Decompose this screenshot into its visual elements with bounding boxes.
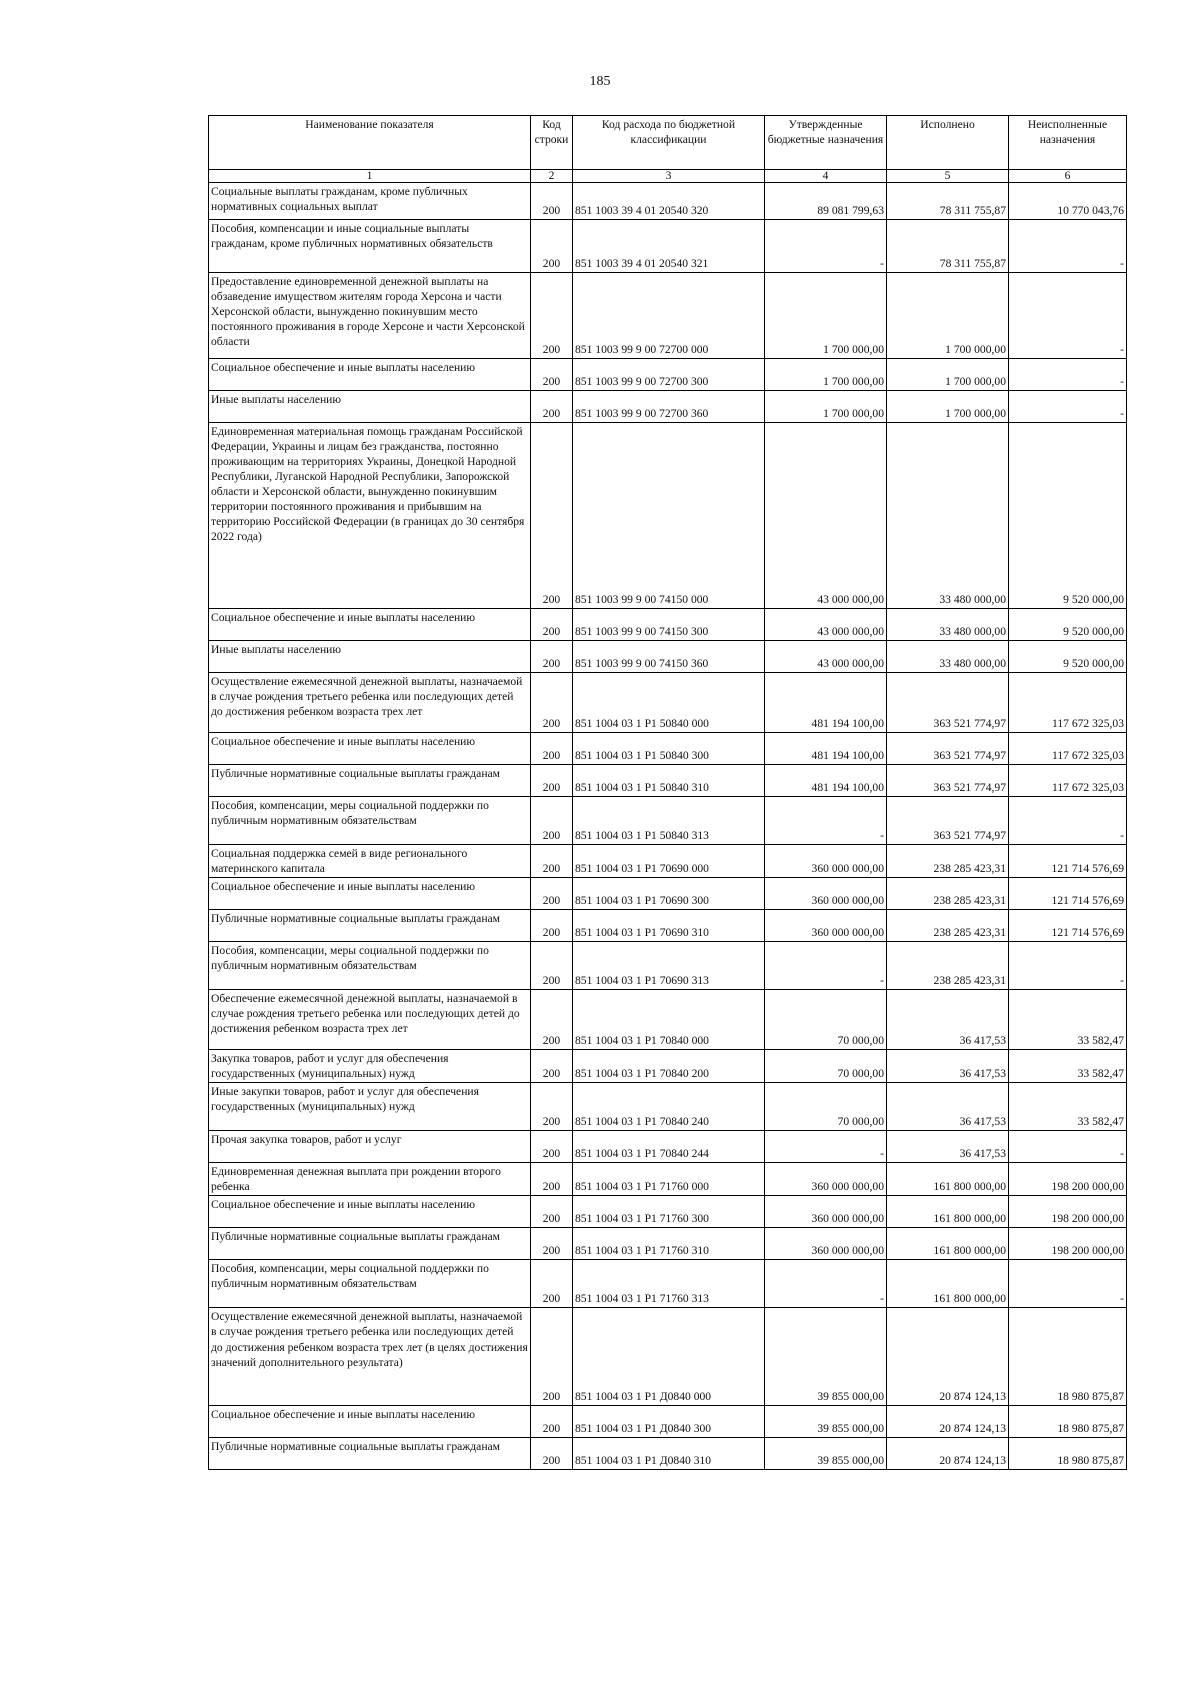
table-row <box>209 609 1127 641</box>
line-code-cell: 200 <box>531 765 573 797</box>
table-row <box>209 641 1127 673</box>
table-row <box>209 942 1127 990</box>
classification-code-cell: 851 1004 03 1 P1 Д0840 310 <box>573 1438 765 1470</box>
unexecuted-amount-cell: - <box>1009 273 1127 359</box>
unexecuted-amount-cell: 9 520 000,00 <box>1009 641 1127 673</box>
line-code-cell: 200 <box>531 1260 573 1308</box>
unexecuted-amount-cell: 198 200 000,00 <box>1009 1196 1127 1228</box>
line-code-cell: 200 <box>531 359 573 391</box>
executed-amount-cell: 20 874 124,13 <box>887 1438 1009 1470</box>
table-row <box>209 765 1127 797</box>
indicator-name-cell: Пособия, компенсации, меры социальной поддержки по публичным нормативным обязательствам <box>209 797 531 845</box>
unexecuted-amount-cell: - <box>1009 391 1127 423</box>
indicator-name-cell: Иные выплаты населению <box>209 391 531 423</box>
classification-code-cell: 851 1004 03 1 P1 70690 310 <box>573 910 765 942</box>
indicator-name-cell: Социальное обеспечение и иные выплаты населению <box>209 733 531 765</box>
column-number: 6 <box>1009 170 1127 183</box>
line-code-cell: 200 <box>531 1228 573 1260</box>
line-code-cell: 200 <box>531 1438 573 1470</box>
line-code-cell: 200 <box>531 910 573 942</box>
indicator-name-cell: Обеспечение ежемесячной денежной выплаты, назначаемой в случае рождения третьего ребенка или последующих детей до достижения ребенком возраста трех лет <box>209 990 531 1050</box>
column-header-line-code: Код строки <box>531 116 573 170</box>
table-row <box>209 1438 1127 1470</box>
unexecuted-amount-cell: - <box>1009 1131 1127 1163</box>
approved-amount-cell: 360 000 000,00 <box>765 1228 887 1260</box>
classification-code-cell: 851 1003 99 9 00 74150 300 <box>573 609 765 641</box>
column-number: 5 <box>887 170 1009 183</box>
classification-code-cell: 851 1004 03 1 P1 50840 000 <box>573 673 765 733</box>
approved-amount-cell: 360 000 000,00 <box>765 1196 887 1228</box>
classification-code-cell: 851 1004 03 1 P1 71760 300 <box>573 1196 765 1228</box>
table-row <box>209 1050 1127 1083</box>
approved-amount-cell: 70 000,00 <box>765 990 887 1050</box>
executed-amount-cell: 238 285 423,31 <box>887 942 1009 990</box>
table-row <box>209 220 1127 273</box>
executed-amount-cell: 36 417,53 <box>887 990 1009 1050</box>
executed-amount-cell: 238 285 423,31 <box>887 845 1009 878</box>
line-code-cell: 200 <box>531 845 573 878</box>
line-code-cell: 200 <box>531 183 573 220</box>
executed-amount-cell: 238 285 423,31 <box>887 910 1009 942</box>
executed-amount-cell: 363 521 774,97 <box>887 673 1009 733</box>
executed-amount-cell: 363 521 774,97 <box>887 765 1009 797</box>
unexecuted-amount-cell: 117 672 325,03 <box>1009 765 1127 797</box>
indicator-name-cell: Предоставление единовременной денежной выплаты на обзаведение имуществом жителям города Херсона и части Херсонской области, вынужденно покинувшим место постоянного проживания в городе Херсоне и части Херсонской области <box>209 273 531 359</box>
indicator-name-cell: Закупка товаров, работ и услуг для обеспечения государственных (муниципальных) нужд <box>209 1050 531 1083</box>
approved-amount-cell: - <box>765 1131 887 1163</box>
line-code-cell: 200 <box>531 1196 573 1228</box>
line-code-cell: 200 <box>531 878 573 910</box>
executed-amount-cell: 161 800 000,00 <box>887 1228 1009 1260</box>
column-number: 3 <box>573 170 765 183</box>
table-row <box>209 1163 1127 1196</box>
classification-code-cell: 851 1003 99 9 00 74150 000 <box>573 423 765 609</box>
approved-amount-cell: 43 000 000,00 <box>765 423 887 609</box>
unexecuted-amount-cell: 117 672 325,03 <box>1009 733 1127 765</box>
table-row <box>209 797 1127 845</box>
executed-amount-cell: 36 417,53 <box>887 1131 1009 1163</box>
line-code-cell: 200 <box>531 1163 573 1196</box>
approved-amount-cell: 39 855 000,00 <box>765 1406 887 1438</box>
classification-code-cell: 851 1004 03 1 P1 Д0840 000 <box>573 1308 765 1406</box>
page-number: 185 <box>589 74 611 89</box>
line-code-cell: 200 <box>531 1131 573 1163</box>
approved-amount-cell: 481 194 100,00 <box>765 733 887 765</box>
column-number: 2 <box>531 170 573 183</box>
indicator-name-cell: Пособия, компенсации и иные социальные выплаты гражданам, кроме публичных нормативных обязательств <box>209 220 531 273</box>
column-header-name: Наименование показателя <box>209 116 531 170</box>
line-code-cell: 200 <box>531 1050 573 1083</box>
executed-amount-cell: 238 285 423,31 <box>887 878 1009 910</box>
classification-code-cell: 851 1004 03 1 P1 70690 300 <box>573 878 765 910</box>
unexecuted-amount-cell: 18 980 875,87 <box>1009 1438 1127 1470</box>
table-row <box>209 990 1127 1050</box>
table-body <box>209 183 1127 1470</box>
unexecuted-amount-cell: 198 200 000,00 <box>1009 1228 1127 1260</box>
line-code-cell: 200 <box>531 733 573 765</box>
unexecuted-amount-cell: 18 980 875,87 <box>1009 1308 1127 1406</box>
unexecuted-amount-cell: 9 520 000,00 <box>1009 609 1127 641</box>
classification-code-cell: 851 1004 03 1 P1 70840 000 <box>573 990 765 1050</box>
indicator-name-cell: Социальное обеспечение и иные выплаты населению <box>209 609 531 641</box>
line-code-cell: 200 <box>531 641 573 673</box>
table-row <box>209 1406 1127 1438</box>
table-row <box>209 1228 1127 1260</box>
line-code-cell: 200 <box>531 391 573 423</box>
approved-amount-cell: 481 194 100,00 <box>765 673 887 733</box>
unexecuted-amount-cell: 117 672 325,03 <box>1009 673 1127 733</box>
indicator-name-cell: Публичные нормативные социальные выплаты гражданам <box>209 765 531 797</box>
line-code-cell: 200 <box>531 990 573 1050</box>
table-row <box>209 391 1127 423</box>
executed-amount-cell: 33 480 000,00 <box>887 423 1009 609</box>
executed-amount-cell: 161 800 000,00 <box>887 1260 1009 1308</box>
column-header-classification: Код расхода по бюджетной классификации <box>573 116 765 170</box>
unexecuted-amount-cell: - <box>1009 797 1127 845</box>
approved-amount-cell: - <box>765 797 887 845</box>
classification-code-cell: 851 1003 99 9 00 74150 360 <box>573 641 765 673</box>
unexecuted-amount-cell: 33 582,47 <box>1009 1050 1127 1083</box>
executed-amount-cell: 78 311 755,87 <box>887 183 1009 220</box>
classification-code-cell: 851 1003 99 9 00 72700 300 <box>573 359 765 391</box>
table-row <box>209 733 1127 765</box>
line-code-cell: 200 <box>531 673 573 733</box>
table-row <box>209 910 1127 942</box>
classification-code-cell: 851 1004 03 1 P1 70840 200 <box>573 1050 765 1083</box>
executed-amount-cell: 1 700 000,00 <box>887 391 1009 423</box>
classification-code-cell: 851 1004 03 1 P1 Д0840 300 <box>573 1406 765 1438</box>
classification-code-cell: 851 1003 99 9 00 72700 360 <box>573 391 765 423</box>
indicator-name-cell: Публичные нормативные социальные выплаты гражданам <box>209 1228 531 1260</box>
executed-amount-cell: 78 311 755,87 <box>887 220 1009 273</box>
approved-amount-cell: - <box>765 1260 887 1308</box>
executed-amount-cell: 1 700 000,00 <box>887 359 1009 391</box>
table-row <box>209 1131 1127 1163</box>
table-row <box>209 878 1127 910</box>
table-row <box>209 359 1127 391</box>
classification-code-cell: 851 1004 03 1 P1 71760 313 <box>573 1260 765 1308</box>
table-row <box>209 845 1127 878</box>
unexecuted-amount-cell: 10 770 043,76 <box>1009 183 1127 220</box>
budget-execution-table <box>208 115 1127 1470</box>
column-number: 4 <box>765 170 887 183</box>
approved-amount-cell: 39 855 000,00 <box>765 1308 887 1406</box>
approved-amount-cell: 70 000,00 <box>765 1083 887 1131</box>
table-row <box>209 1308 1127 1406</box>
approved-amount-cell: 43 000 000,00 <box>765 641 887 673</box>
indicator-name-cell: Прочая закупка товаров, работ и услуг <box>209 1131 531 1163</box>
indicator-name-cell: Пособия, компенсации, меры социальной поддержки по публичным нормативным обязательствам <box>209 1260 531 1308</box>
approved-amount-cell: 70 000,00 <box>765 1050 887 1083</box>
unexecuted-amount-cell: 18 980 875,87 <box>1009 1406 1127 1438</box>
classification-code-cell: 851 1004 03 1 P1 50840 300 <box>573 733 765 765</box>
classification-code-cell: 851 1004 03 1 P1 50840 313 <box>573 797 765 845</box>
approved-amount-cell: 360 000 000,00 <box>765 878 887 910</box>
line-code-cell: 200 <box>531 942 573 990</box>
indicator-name-cell: Социальные выплаты гражданам, кроме публичных нормативных социальных выплат <box>209 183 531 220</box>
indicator-name-cell: Единовременная денежная выплата при рождении второго ребенка <box>209 1163 531 1196</box>
line-code-cell: 200 <box>531 609 573 641</box>
line-code-cell: 200 <box>531 1083 573 1131</box>
line-code-cell: 200 <box>531 797 573 845</box>
executed-amount-cell: 20 874 124,13 <box>887 1406 1009 1438</box>
classification-code-cell: 851 1004 03 1 P1 71760 310 <box>573 1228 765 1260</box>
table-row <box>209 423 1127 609</box>
table-row <box>209 1083 1127 1131</box>
indicator-name-cell: Социальная поддержка семей в виде регионального материнского капитала <box>209 845 531 878</box>
indicator-name-cell: Единовременная материальная помощь гражданам Российской Федерации, Украины и лицам без гражданства, постоянно проживающим на территориях Украины, Донецкой Народной Республики, Луганской Народной Республики, Запорожской области и Херсонской области, вынужденно покинувшим территории постоянного проживания и прибывшим на территорию Российской Федерации (в границах до 30 сентября 2022 года) <box>209 423 531 609</box>
column-number: 1 <box>209 170 531 183</box>
executed-amount-cell: 363 521 774,97 <box>887 733 1009 765</box>
unexecuted-amount-cell: - <box>1009 1260 1127 1308</box>
classification-code-cell: 851 1004 03 1 P1 70690 313 <box>573 942 765 990</box>
approved-amount-cell: 1 700 000,00 <box>765 391 887 423</box>
approved-amount-cell: 360 000 000,00 <box>765 910 887 942</box>
approved-amount-cell: 360 000 000,00 <box>765 1163 887 1196</box>
indicator-name-cell: Социальное обеспечение и иные выплаты населению <box>209 878 531 910</box>
header-row <box>209 116 1127 170</box>
indicator-name-cell: Осуществление ежемесячной денежной выплаты, назначаемой в случае рождения третьего ребенка или последующих детей до достижения ребенком возраста трех лет (в целях достижения значений дополнительного результата) <box>209 1308 531 1406</box>
indicator-name-cell: Социальное обеспечение и иные выплаты населению <box>209 359 531 391</box>
unexecuted-amount-cell: 121 714 576,69 <box>1009 910 1127 942</box>
indicator-name-cell: Социальное обеспечение и иные выплаты населению <box>209 1196 531 1228</box>
executed-amount-cell: 363 521 774,97 <box>887 797 1009 845</box>
approved-amount-cell: 1 700 000,00 <box>765 273 887 359</box>
indicator-name-cell: Социальное обеспечение и иные выплаты населению <box>209 1406 531 1438</box>
executed-amount-cell: 161 800 000,00 <box>887 1163 1009 1196</box>
executed-amount-cell: 33 480 000,00 <box>887 609 1009 641</box>
line-code-cell: 200 <box>531 220 573 273</box>
approved-amount-cell: 481 194 100,00 <box>765 765 887 797</box>
unexecuted-amount-cell: - <box>1009 359 1127 391</box>
approved-amount-cell: 360 000 000,00 <box>765 845 887 878</box>
line-code-cell: 200 <box>531 1308 573 1406</box>
executed-amount-cell: 36 417,53 <box>887 1050 1009 1083</box>
table-row <box>209 273 1127 359</box>
table-row <box>209 1196 1127 1228</box>
approved-amount-cell: - <box>765 942 887 990</box>
indicator-name-cell: Иные выплаты населению <box>209 641 531 673</box>
classification-code-cell: 851 1004 03 1 P1 70840 240 <box>573 1083 765 1131</box>
executed-amount-cell: 1 700 000,00 <box>887 273 1009 359</box>
column-header-approved: Утвержденные бюджетные назначения <box>765 116 887 170</box>
approved-amount-cell: 39 855 000,00 <box>765 1438 887 1470</box>
indicator-name-cell: Публичные нормативные социальные выплаты гражданам <box>209 1438 531 1470</box>
line-code-cell: 200 <box>531 273 573 359</box>
table-row <box>209 1260 1127 1308</box>
approved-amount-cell: - <box>765 220 887 273</box>
approved-amount-cell: 89 081 799,63 <box>765 183 887 220</box>
executed-amount-cell: 36 417,53 <box>887 1083 1009 1131</box>
classification-code-cell: 851 1004 03 1 P1 70840 244 <box>573 1131 765 1163</box>
executed-amount-cell: 33 480 000,00 <box>887 641 1009 673</box>
line-code-cell: 200 <box>531 1406 573 1438</box>
table-row <box>209 183 1127 220</box>
unexecuted-amount-cell: 198 200 000,00 <box>1009 1163 1127 1196</box>
classification-code-cell: 851 1004 03 1 P1 70690 000 <box>573 845 765 878</box>
table-row <box>209 673 1127 733</box>
unexecuted-amount-cell: 121 714 576,69 <box>1009 845 1127 878</box>
approved-amount-cell: 1 700 000,00 <box>765 359 887 391</box>
unexecuted-amount-cell: 121 714 576,69 <box>1009 878 1127 910</box>
column-header-executed: Исполнено <box>887 116 1009 170</box>
unexecuted-amount-cell: 33 582,47 <box>1009 990 1127 1050</box>
classification-code-cell: 851 1003 99 9 00 72700 000 <box>573 273 765 359</box>
approved-amount-cell: 43 000 000,00 <box>765 609 887 641</box>
line-code-cell: 200 <box>531 423 573 609</box>
classification-code-cell: 851 1004 03 1 P1 50840 310 <box>573 765 765 797</box>
unexecuted-amount-cell: 33 582,47 <box>1009 1083 1127 1131</box>
classification-code-cell: 851 1003 39 4 01 20540 320 <box>573 183 765 220</box>
indicator-name-cell: Осуществление ежемесячной денежной выплаты, назначаемой в случае рождения третьего ребенка или последующих детей до достижения ребенком возраста трех лет <box>209 673 531 733</box>
column-number-row <box>209 170 1127 183</box>
indicator-name-cell: Иные закупки товаров, работ и услуг для обеспечения государственных (муниципальных) нужд <box>209 1083 531 1131</box>
executed-amount-cell: 20 874 124,13 <box>887 1308 1009 1406</box>
executed-amount-cell: 161 800 000,00 <box>887 1196 1009 1228</box>
indicator-name-cell: Публичные нормативные социальные выплаты гражданам <box>209 910 531 942</box>
column-header-unexecuted: Неисполненные назначения <box>1009 116 1127 170</box>
classification-code-cell: 851 1003 39 4 01 20540 321 <box>573 220 765 273</box>
unexecuted-amount-cell: 9 520 000,00 <box>1009 423 1127 609</box>
unexecuted-amount-cell: - <box>1009 220 1127 273</box>
indicator-name-cell: Пособия, компенсации, меры социальной поддержки по публичным нормативным обязательствам <box>209 942 531 990</box>
unexecuted-amount-cell: - <box>1009 942 1127 990</box>
classification-code-cell: 851 1004 03 1 P1 71760 000 <box>573 1163 765 1196</box>
